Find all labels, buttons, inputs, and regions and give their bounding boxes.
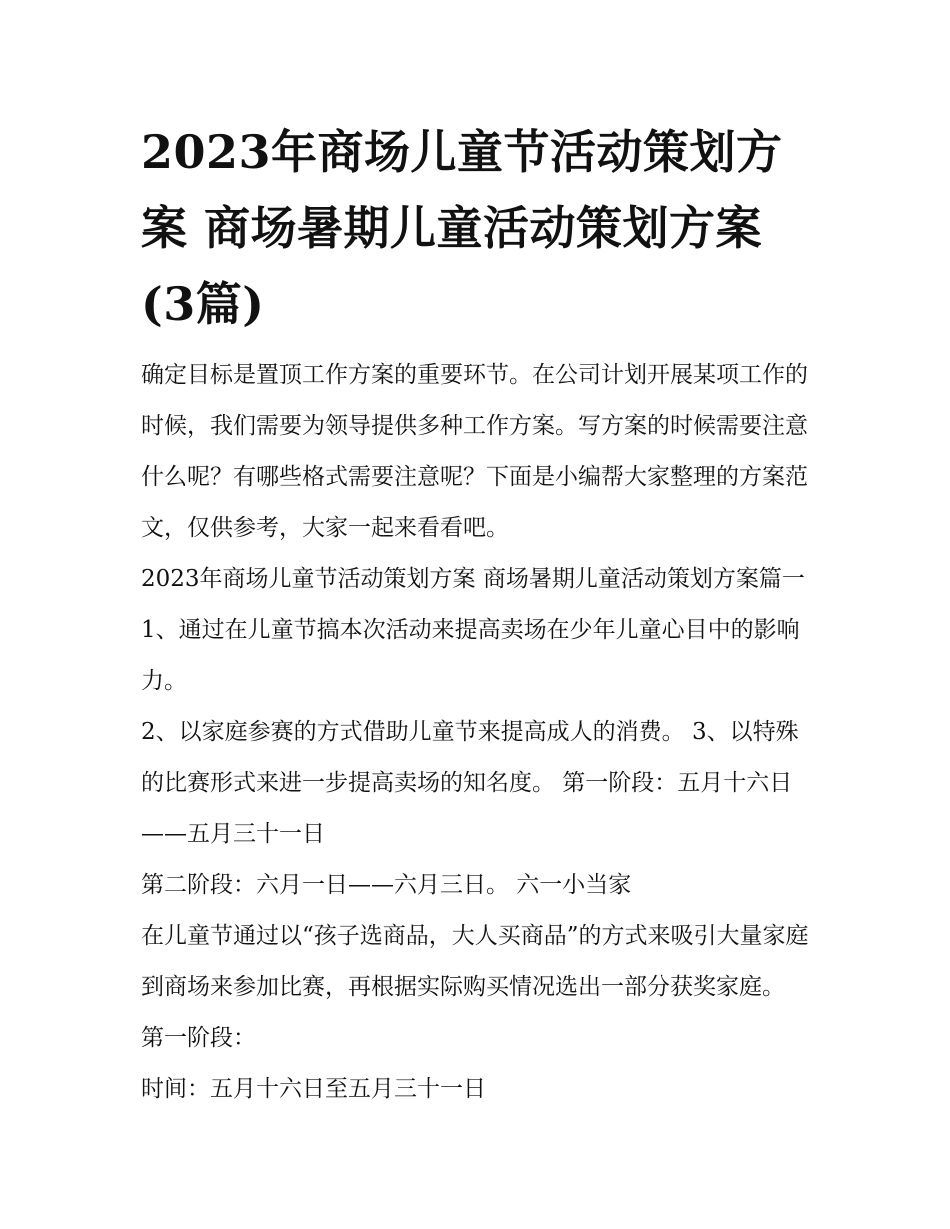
document-body xyxy=(141,114,813,1115)
paragraph-part-one: 2023年商场儿童节活动策划方案 商场暑期儿童活动策划方案篇一1、通过在儿童节搞本次活动来提高卖场在少年儿童心目中的影响力。 xyxy=(141,566,805,694)
paragraph-intro: 确定目标是置顶工作方案的重要环节。在公司计划开展某项工作的时候，我们需要为领导提供多种工作方案。写方案的时候需要注意什么呢？有哪些格式需要注意呢？下面是小编帮大家整理的方案范文，仅供参考，大家一起来看看吧。 xyxy=(141,362,808,541)
paragraph-stage-two: 第二阶段：六月一日——六月三日。 六一小当家 xyxy=(141,872,632,898)
paragraph-activity: 在儿童节通过以“孩子选商品，大人买商品”的方式来吸引大量家庭到商场来参加比赛，再根据实际购买情况选出一部分获奖家庭。 第一阶段： xyxy=(141,923,809,1051)
paragraph-time: 时间：五月十六日至五月三十一日 xyxy=(141,1076,486,1102)
paragraph-goals: 2、以家庭参赛的方式借助儿童节来提高成人的消费。 3、以特殊的比赛形式来进一步提高卖场的知名度。 第一阶段：五月十六日——五月三十一日 xyxy=(141,719,799,847)
document-title: 2023年商场儿童节活动策划方案 商场暑期儿童活动策划方案(3篇) xyxy=(141,125,783,331)
